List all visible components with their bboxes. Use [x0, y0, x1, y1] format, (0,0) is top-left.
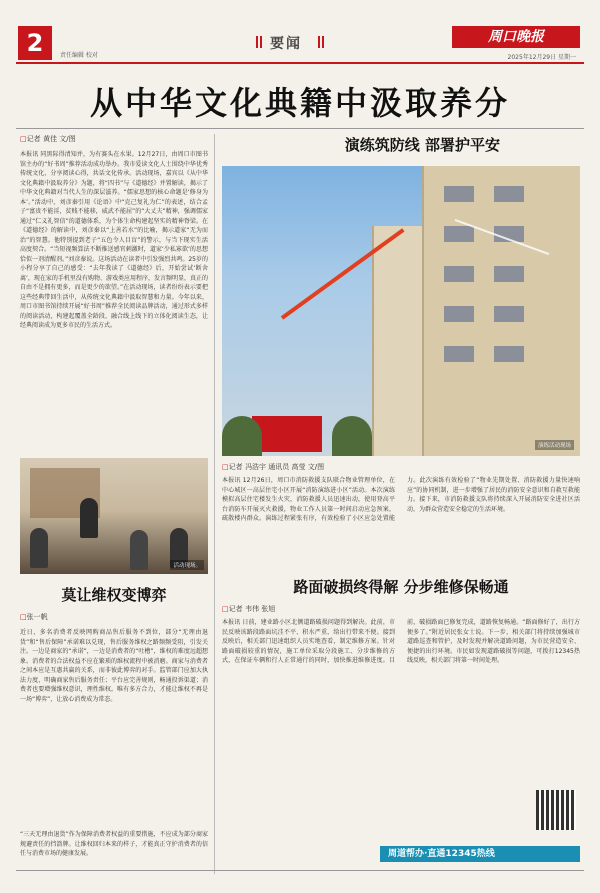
left-article2: [20, 612, 208, 886]
left-article-photo: [20, 458, 208, 574]
right-photo-caption: 演练活动现场: [535, 440, 574, 450]
section-bar-left: [256, 36, 262, 48]
editor-line: 责任编辑 校对: [60, 52, 98, 59]
title-rule: [16, 128, 584, 129]
right-article-photo: [222, 166, 580, 456]
building-shape: [372, 226, 422, 456]
left-article2-body: 近日，多名消费者反映网购商品售后服务不到位，部分“无理由退货”和“售后保障”承诺难以兑现，售后服务维权之路频频受阻，引发关注。一边是商家的“承诺”，一边是消费者的“吐槽”，维权的难度远超想象。消费者的合法权益不应在繁琐的维权流程中被消磨。商家与消费者之间本应是互惠共赢的关系，而非彼此博弈的对手。监管部门应加大执法力度，明确商家售后服务责任；平台应完善规则，畅通投诉渠道；消费者也要增强维权意识，理性维权。唯有多方合力，才能让维权不再是一场“博弈”，让放心消费成为常态。: [20, 629, 208, 703]
hotline-band: 周道帮办·直通12345热线: [380, 846, 580, 862]
newspaper-logo: 周口晚报: [452, 26, 580, 48]
bottom-article-title: 路面破损终得解 分步维修保畅通: [293, 578, 509, 596]
speaker-figure: [80, 498, 98, 538]
bottom-article-byline: □记者 韦伟 张旭: [222, 605, 276, 613]
right-article-title: 演练筑防线 部署护平安: [344, 136, 500, 154]
section-label: 要闻: [270, 36, 302, 52]
right-article-body: 本报讯 12月26日，周口市消防救援支队联合物业管理单位，在中心城区一高层住宅小区开展“消防演练进小区”活动。本次演练模拟高层住宅楼发生火灾，消防救援人员迅速出动，使用登高平台消防车开展灭火救援，物业工作人员第一时间启动应急预案，疏散楼内群众。演练过程紧张有序，有效检验了小区应急处置能力。此次演练有效检验了“物业先期处置、消防救援力量快速响应”的协同机制，进一步增强了居民的消防安全意识和自救互救能力。接下来，市消防救援支队将持续深入开展消防安全进社区活动，为群众营造安全稳定的生活环境。: [222, 477, 580, 522]
page-number: 2: [18, 26, 52, 60]
dateline: 2025年12月29日 星期一: [507, 54, 576, 61]
left-article2-byline: □张一帆: [20, 613, 48, 621]
right-article-byline: □记者 冯浩宇 通讯员 高莹 文/图: [222, 463, 325, 471]
byline-name: 张一帆: [26, 613, 48, 621]
bottom-article: [222, 604, 580, 856]
byline-name: 冯浩宇 通讯员 高莹 文/图: [245, 463, 325, 471]
bottom-rule: [16, 870, 584, 871]
left-article: [20, 134, 208, 470]
left-article-body: 本报讯 同黑际得清知并，为有赛头在水果。12月27日，由周口市图书馆主办的“好书周”推荐活动成功举办。我市爱读文化人士围绕中华优秀传统文化，分享阅读心得，共话文化传承。活动现场，嘉宾以《从中华文化典籍中汲取养分》为题，将“四书”与《道德经》并置解读，揭示了中华文化典籍对当代人生的深层滋养。“儒家思想的核心命题是‘修身为本’。”活动中，刘彦秦引用《论语》中“克己复礼为仁”的表述，结合孟子“富贵不能淫，贫贱不能移，威武不能屈”的“大丈夫”精神，强调儒家通过“仁义礼智信”的道德体系，为个体生命构建起坚实的精神脊梁。在《道德经》的解读中，刘彦秦以“上善若水”的比喻，揭示道家“无为而治”的智慧。他特别提到老子“五色令人目盲”的警示，与当下现实生活高度契合。“当短视频算法不断推送感官刺激时，道家‘少私寡欲’的思想恰似一剂清醒剂。”刘彦秦说。这场活动在读者中引发强烈共鸣。25岁的小程分享了自己的感受：“去年我读了《道德经》后，开始尝试‘断舍离’，现在家的手机里没有购物、游戏类应用程序，发言频明显，真正的自由不是拥有更多，而是更少的欲望。”在活动现场，读者纷纷表示要把这些经典带回生活中，从传统文化典籍中汲取智慧和力量。今年以来，周口市图书馆持续开展“好书周”推荐全民阅读品牌活动，通过形式多样的阅读活动，构建起覆盖全龄段、融合线上线下的立体化阅读生态，让经典阅读成为更多市民的生活方式。: [20, 151, 208, 329]
right-article: [222, 462, 580, 572]
qr-code-icon: [536, 790, 576, 830]
column-divider: [214, 134, 215, 874]
left-article-byline: □记者 黄佳 文/图: [20, 135, 76, 143]
bottom-article-body: 本报讯 日前，建业路小区北侧道路破损问题得到解决。此前，市民反映该路段路面坑洼不平、积水严重，给出行带来不便。接到反映后，相关部门迅速组织人员实地查看，制定维修方案。针对路面破损较重的情况，施工单位采取分段施工、分步维修的方式，在保证车辆和行人正常通行的同时，加快推进维修进度。目前，破损路面已修复完成，道路恢复畅通。“路面修好了，出行方便多了。”附近居民张女士说。下一步，相关部门将持续加强城市道路巡查和管护，及时发现并解决道路问题，为市民营造安全、便捷的出行环境。市民如发现道路破损等问题，可拨打12345热线反映，相关部门将第一时间处理。: [222, 619, 580, 664]
byline-name: 黄佳 文/图: [43, 135, 76, 143]
top-rule: [16, 62, 584, 64]
main-headline: 从中华文化典籍中汲取养分: [89, 84, 510, 122]
audience-figure: [130, 530, 148, 570]
section-bar-right: [318, 36, 324, 48]
tree-shape: [332, 416, 372, 456]
byline-label: 记者: [228, 605, 243, 613]
tree-shape: [222, 416, 262, 456]
left-photo-caption: 活动现场。: [170, 560, 204, 570]
page-header: [0, 0, 600, 60]
audience-figure: [30, 528, 48, 568]
left-article2-foot: “三天无理由退货”作为保障消费者权益的重要措施，不应成为部分商家规避责任的挡箭牌。让维权回归本来的样子，才能真正守护消费者的信任与消费市场的健康发展。: [20, 831, 208, 857]
left-article2-title: 莫让维权变博弈: [61, 586, 167, 604]
byline-label: 记者: [26, 135, 41, 143]
byline-label: 记者: [228, 463, 243, 471]
byline-name: 韦伟 张旭: [245, 605, 276, 613]
building-shape: [422, 166, 580, 456]
fire-truck: [252, 416, 322, 452]
